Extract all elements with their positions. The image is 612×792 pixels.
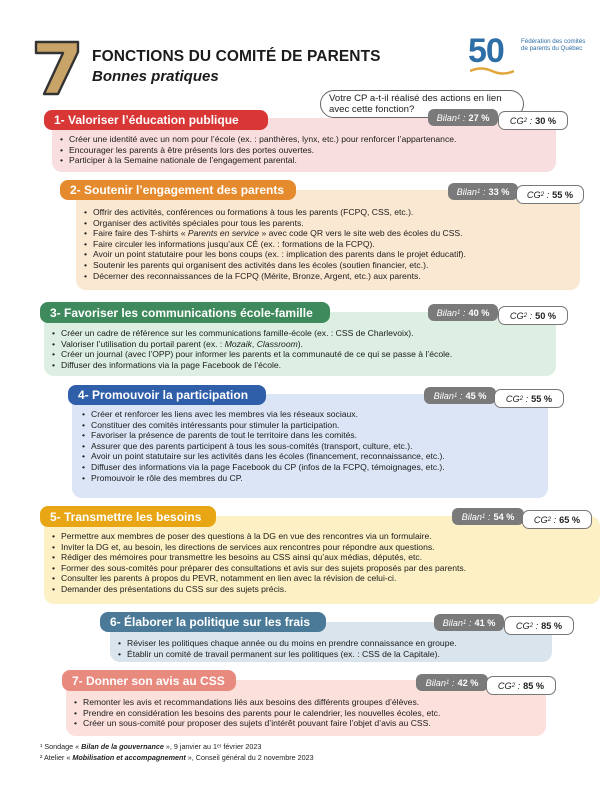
section-7-list xyxy=(74,697,440,729)
footnote-2 xyxy=(40,753,314,762)
bilan-label: Bilan xyxy=(461,511,483,522)
bilan-label: Bilan xyxy=(436,112,458,123)
section-3-cg-badge: CG 2 : 50 % xyxy=(498,306,568,325)
section-6-title: 6- Élaborer la politique sur les frais xyxy=(100,612,326,632)
section-6-cg-badge: CG 2 : 85 % xyxy=(504,616,574,635)
bilan-label: Bilan xyxy=(442,617,464,628)
section-1-title: 1- Valoriser l’éducation publique xyxy=(44,110,268,130)
section-5-bilan-value: 54 % xyxy=(493,511,515,522)
section-4-list xyxy=(82,409,445,483)
section-4-bilan-badge: Bilan 1 : 45 % xyxy=(424,387,496,404)
fcpq-logo xyxy=(468,32,588,76)
list-item: • Valoriser l’utilisation du portail parent (ex. : Mozaik, Classroom). xyxy=(52,339,452,350)
section-6-bilan-value: 41 % xyxy=(474,617,496,628)
list-item: • Favoriser la présence de parents de tout le territoire dans les comités. xyxy=(82,430,445,441)
list-item: • Remonter les avis et recommandations liés aux besoins des différents groupes d’élèves. xyxy=(74,697,440,708)
section-2-list xyxy=(84,207,466,281)
list-item: • Former des sous-comités pour préparer des consultations et avis sur des sujets proposés par des parents. xyxy=(52,563,466,574)
section-4-bilan-value: 45 % xyxy=(465,390,487,401)
section-5-cg-value: 65 % xyxy=(559,514,581,525)
list-item: • Réviser les politiques chaque année ou du moins en prendre connaissance en groupe. xyxy=(118,638,457,649)
section-6-list xyxy=(118,638,457,659)
section-2-title: 2- Soutenir l’engagement des parents xyxy=(60,180,296,200)
list-item: • Constituer des comités intéressants pour stimuler la participation. xyxy=(82,420,445,431)
cg-label: CG xyxy=(533,514,548,525)
section-3-cg-value: 50 % xyxy=(535,310,557,321)
section-5-title: 5- Transmettre les besoins xyxy=(40,506,216,527)
logo-number: 50 xyxy=(468,32,504,70)
page-title: FONCTIONS DU COMITÉ DE PARENTS xyxy=(92,48,381,65)
section-7-cg-badge: CG 2 : 85 % xyxy=(486,676,556,695)
number-seven-graphic xyxy=(34,40,80,96)
list-item: • Prendre en considération les besoins des parents pour le calendrier, les nouvelles écoles, etc. xyxy=(74,708,440,719)
list-item: • Organiser des activités spéciales pour tous les parents. xyxy=(84,218,466,229)
bilan-label: Bilan xyxy=(433,390,455,401)
list-item: • Établir un comité de travail permanent sur les politiques (ex. : CSS de la Capitale). xyxy=(118,649,457,660)
section-6-cg-value: 85 % xyxy=(541,620,563,631)
footnote-1 xyxy=(40,742,261,751)
section-5-cg-badge: CG 2 : 65 % xyxy=(522,510,592,529)
page-subtitle: Bonnes pratiques xyxy=(92,68,219,85)
cg-label: CG xyxy=(497,680,512,691)
section-4-cg-value: 55 % xyxy=(531,393,553,404)
list-item: • Assurer que des parents participent à tous les sous-comités (transport, culture, etc.). xyxy=(82,441,445,452)
list-item: • Avoir un point statutaire sur les activités dans les écoles (financement, reconnaissance, etc.). xyxy=(82,451,445,462)
section-7-bilan-badge: Bilan 1 : 42 % xyxy=(416,674,488,691)
footnote-1-post: », 9 janvier au 1ᵉʳ février 2023 xyxy=(163,742,262,751)
list-item: • Diffuser des informations via la page Facebook de l’école. xyxy=(52,360,452,371)
footnote-1-source: Bilan de la gouvernance xyxy=(81,742,164,751)
list-item: • Encourager les parents à être présents lors des portes ouvertes. xyxy=(60,145,456,156)
list-item: • Créer une identité avec un nom pour l’école (ex. : panthères, lynx, etc.) pour renforcer l’appartenance. xyxy=(60,134,456,145)
list-item: • Créer un sous-comité pour proposer des sujets d’intérêt pouvant faire l’objet d’avis au CSS. xyxy=(74,718,440,729)
section-2-cg-value: 55 % xyxy=(552,189,574,200)
bilan-label: Bilan xyxy=(456,186,478,197)
section-7-title: 7- Donner son avis au CSS xyxy=(62,670,236,691)
cg-label: CG xyxy=(505,393,520,404)
section-1-list xyxy=(60,134,456,166)
section-7-bilan-value: 42 % xyxy=(457,677,479,688)
section-3-bilan-value: 40 % xyxy=(468,307,490,318)
section-2-bilan-badge: Bilan 1 : 33 % xyxy=(448,183,518,200)
list-item: • Soutenir les parents qui organisent des activités dans les écoles (soutien financier, etc.). xyxy=(84,260,466,271)
list-item: • Consulter les parents à propos du PEVR, notamment en lien avec la révision de celui-ci. xyxy=(52,573,466,584)
bilan-label: Bilan xyxy=(425,677,447,688)
section-3-title: 3- Favoriser les communications école-famille xyxy=(40,302,330,323)
list-item: • Inviter la DG et, au besoin, les directions de services aux rencontres pour répondre aux questions. xyxy=(52,542,466,553)
list-item: • Offrir des activités, conférences ou formations à tous les parents (FCPQ, CSS, etc.). xyxy=(84,207,466,218)
cg-label: CG xyxy=(526,189,541,200)
footnote-2-source: Mobilisation et accompagnement xyxy=(72,753,186,762)
list-item: • Faire circuler les informations jusqu’aux CÉ (ex. : formations de la FCPQ). xyxy=(84,239,466,250)
cg-label: CG xyxy=(515,620,530,631)
list-item: • Rédiger des mémoires pour transmettre les besoins au CSS ainsi qu’aux médias, députés, etc. xyxy=(52,552,466,563)
list-item: • Promouvoir le rôle des membres du CP. xyxy=(82,473,445,484)
section-6-bilan-badge: Bilan 1 : 41 % xyxy=(434,614,504,631)
question-callout: Votre CP a-t-il réalisé des actions en lien avec cette fonction? xyxy=(320,90,524,118)
section-7-cg-value: 85 % xyxy=(523,680,545,691)
section-2-cg-badge: CG 2 : 55 % xyxy=(516,185,584,204)
section-5-list xyxy=(52,531,466,595)
cg-label: CG xyxy=(509,310,524,321)
section-4-cg-badge: CG 2 : 55 % xyxy=(494,389,564,408)
list-item: • Demander des présentations du CSS sur des sujets précis. xyxy=(52,584,466,595)
section-1-bilan-value: 27 % xyxy=(468,112,490,123)
bilan-label: Bilan xyxy=(436,307,458,318)
list-item: • Créer un journal (avec l’OPP) pour informer les parents et la communauté de ce qui se passe à l’école. xyxy=(52,349,452,360)
list-item: • Permettre aux membres de poser des questions à la DG en vue des rencontres via un formulaire. xyxy=(52,531,466,542)
footnote-1-pre: ¹ Sondage « xyxy=(40,742,82,751)
section-2-bilan-value: 33 % xyxy=(488,186,510,197)
section-1-cg-badge: CG 2 : 30 % xyxy=(498,111,568,130)
section-1-bilan-badge: Bilan 1 : 27 % xyxy=(428,109,498,126)
section-3-list xyxy=(52,328,452,370)
list-item: • Décerner des reconnaissances de la FCPQ (Mérite, Bronze, Argent, etc.) aux parents. xyxy=(84,271,466,282)
footnote-2-post: », Conseil général du 2 novembre 2023 xyxy=(185,753,314,762)
logo-wave-icon xyxy=(470,66,514,76)
section-5-bilan-badge: Bilan 1 : 54 % xyxy=(452,508,524,525)
section-4-title: 4- Promouvoir la participation xyxy=(68,385,266,405)
list-item: • Participer à la Semaine nationale de l’engagement parental. xyxy=(60,155,456,166)
footnote-2-pre: ² Atelier « xyxy=(40,753,73,762)
logo-text: Fédération des comités de parents du Québec xyxy=(521,38,586,53)
section-3-bilan-badge: Bilan 1 : 40 % xyxy=(428,304,498,321)
list-item: • Créer un cadre de référence sur les communications famille-école (ex. : CSS de Charlevoix). xyxy=(52,328,452,339)
list-item: • Avoir un point statutaire pour les bons coups (ex. : implication des parents dans le projet éducatif). xyxy=(84,249,466,260)
list-item: • Faire faire des T-shirts « Parents en service » avec code QR vers le site web des écoles du CSS. xyxy=(84,228,466,239)
section-1-cg-value: 30 % xyxy=(535,115,557,126)
list-item: • Créer et renforcer les liens avec les membres via les réseaux sociaux. xyxy=(82,409,445,420)
cg-label: CG xyxy=(509,115,524,126)
list-item: • Diffuser des informations via la page Facebook du CP (infos de la FCPQ, témoignages, etc.). xyxy=(82,462,445,473)
